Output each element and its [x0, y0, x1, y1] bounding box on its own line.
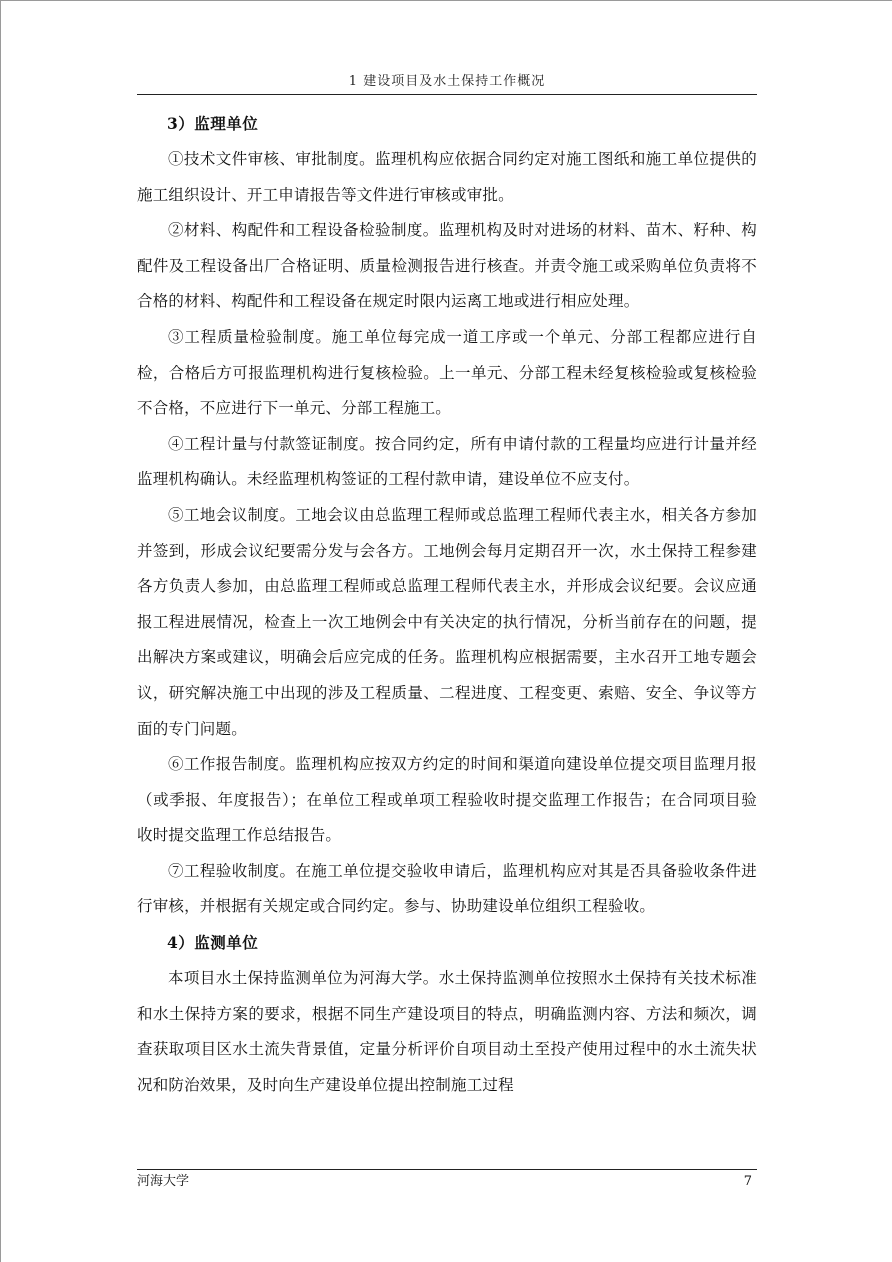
paragraph: ⑥工作报告制度。监理机构应按双方约定的时间和渠道向建设单位提交项目监理月报（或季报、年度报告）；在单位工程或单项工程验收时提交监理工作报告；在合同项目验收时提交监理工作总结报告。: [137, 755, 757, 845]
paragraph: ③工程质量检验制度。施工单位每完成一道工序或一个单元、分部工程都应进行自检，合格后方可报监理机构进行复核检验。上一单元、分部工程未经复核检验或复核检验不合格，不应进行下一单元、分部工程施工。: [137, 327, 757, 418]
paragraph: 本项目水土保持监测单位为河海大学。水土保持监测单位按照水土保持有关技术标准和水土保持方案的要求，根据不同生产建设项目的特点，明确监测内容、方法和频次，调查获取项目区水土流失背景值，定量分析评价自项目动土至投产使用过程中的水土流失状况和防治效果，及时向生产建设单位提出控制施工过程: [137, 969, 757, 1094]
running-header: 1 建设项目及水土保持工作概况: [348, 74, 546, 89]
header-rule: [137, 94, 757, 95]
footer-rule: [137, 1169, 757, 1170]
paragraph: ④工程计量与付款签证制度。按合同约定，所有申请付款的工程量均应进行计量并经监理机构确认。未经监理机构签证的工程付款申请，建设单位不应支付。: [137, 434, 757, 489]
paragraph: ⑤工地会议制度。工地会议由总监理工程师或总监理工程师代表主水，相关各方参加并签到，形成会议纪要需分发与会各方。工地例会每月定期召开一次，水土保持工程参建各方负责人参加，由总监理工程师或总监理工程师代表主水，并形成会议纪要。会议应通报工程进展情况，检查上一次工地例会中有关决定的执行情况，分析当前存在的问题，提出解决方案或建议，明确会后应完成的任务。监理机构应根据需要，主水召开工地专题会议，研究解决施工中出现的涉及工程质量、二程进度、工程变更、索赔、安全、争议等方面的专门问题。: [137, 505, 757, 738]
document-body: [137, 106, 757, 1103]
section-heading-supervision: 3）监理单位: [167, 114, 259, 133]
paragraph: ②材料、构配件和工程设备检验制度。监理机构及时对进场的材料、苗木、籽种、构配件及工程设备出厂合格证明、质量检测报告进行核查。并责令施工或采购单位负责将不合格的材料、构配件和工程设备在规定时限内运离工地或进行相应处理。: [137, 221, 757, 311]
section-heading-monitoring: 4）监测单位: [167, 933, 259, 953]
paragraph: ⑦工程验收制度。在施工单位提交验收申请后，监理机构应对其是否具备验收条件进行审核，并根据有关规定或合同约定。参与、协助建设单位组织工程验收。: [137, 861, 757, 916]
paragraph: ①技术文件审核、审批制度。监理机构应依据合同约定对施工图纸和施工单位提供的施工组织设计、开工申请报告等文件进行审核或审批。: [137, 150, 757, 204]
footer-organization: 河海大学: [137, 1174, 190, 1189]
page-number: 7: [743, 1174, 752, 1189]
